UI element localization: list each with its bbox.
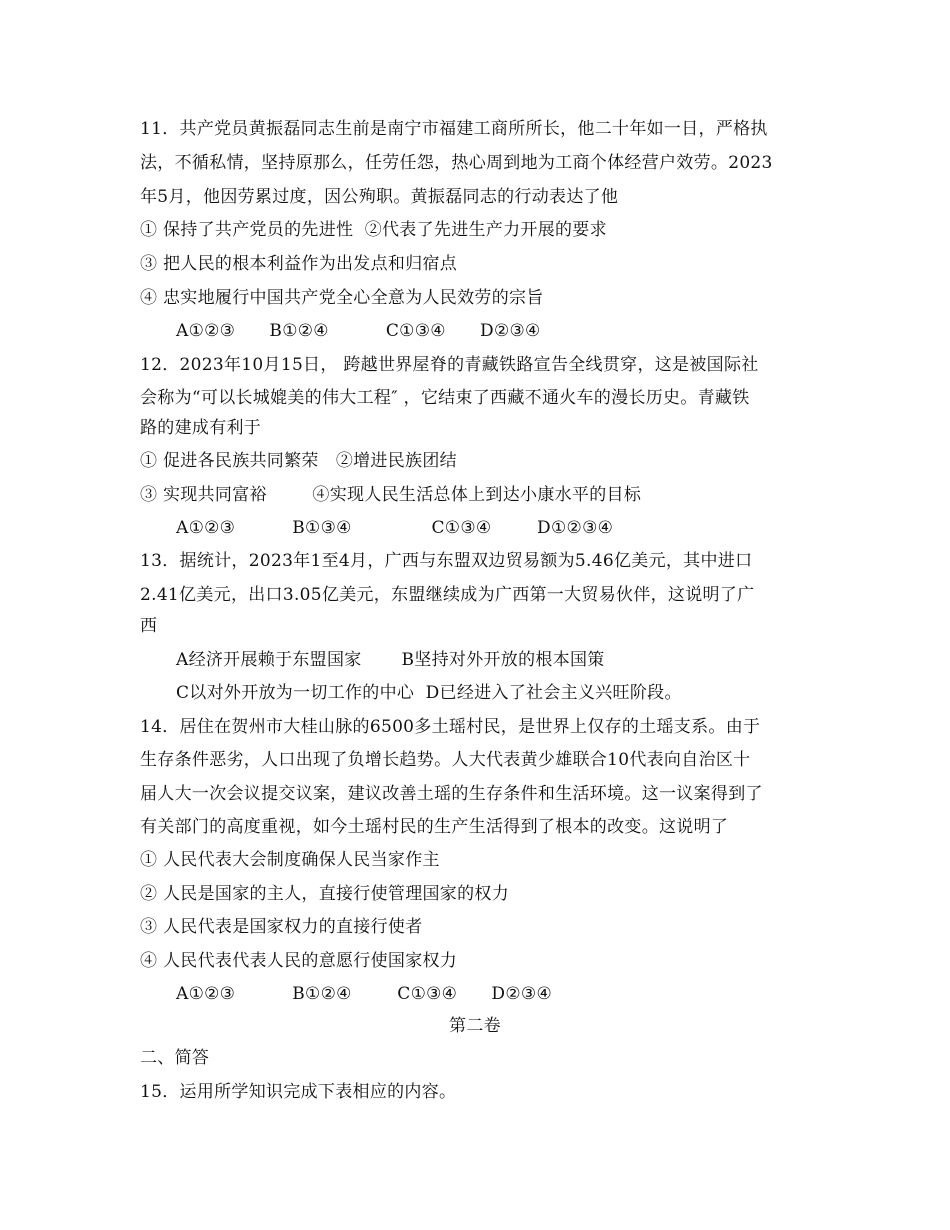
section-title: 第二卷 bbox=[449, 1016, 501, 1036]
q14-stem-line-2: 生存条件恶劣，人口出现了负增长趋势。人大代表黄少雄联合10代表向自治区十 bbox=[140, 750, 751, 770]
q14-statement-4: ④ 人民代表代表人民的意愿行使国家权力 bbox=[140, 951, 458, 971]
q12-stem-line-3: 路的建成有利于 bbox=[140, 418, 262, 438]
q13-stem-line-1: 13．据统计，2023年1至4月，广西与东盟双边贸易额为5.46亿美元，其中进口 bbox=[140, 551, 753, 571]
q11-statement-1: ① 保持了共产党员的先进性 ②代表了先进生产力开展的要求 bbox=[140, 220, 607, 240]
q11-stem-line-3: 年5月，他因劳累过度，因公殉职。黄振磊同志的行动表达了他 bbox=[140, 187, 619, 207]
q15-stem: 15．运用所学知识完成下表相应的内容。 bbox=[140, 1082, 457, 1102]
q12-statement-2: ③ 实现共同富裕 ④实现人民生活总体上到达小康水平的目标 bbox=[140, 485, 642, 505]
part-heading: 二、简答 bbox=[140, 1048, 210, 1068]
q11-stem-line-1: 11．共产党员黄振磊同志生前是南宁市福建工商所所长，他二十年如一日，严格执 bbox=[140, 119, 768, 139]
q11-statement-3: ④ 忠实地履行中国共产党全心全意为人民效劳的宗旨 bbox=[140, 288, 544, 308]
q12-stem-line-2: 会称为“可以长城媲美的伟大工程″ ，它结束了西藏不通火车的漫长历史。青藏铁 bbox=[140, 388, 750, 408]
q14-stem-line-3: 届人大一次会议提交议案，建议改善土瑶的生存条件和生活环境。这一议案得到了 bbox=[140, 784, 763, 804]
q12-options: A①②③ B①③④ C①③④ D①②③④ bbox=[176, 518, 614, 538]
q13-stem-line-3: 西 bbox=[140, 616, 158, 636]
q14-options: A①②③ B①②④ C①③④ D②③④ bbox=[176, 984, 552, 1004]
q14-stem-line-4: 有关部门的高度重视，如今土瑶村民的生产生活得到了根本的改变。这说明了 bbox=[140, 817, 729, 837]
q12-statement-1: ① 促进各民族共同繁荣 ②增进民族团结 bbox=[140, 451, 457, 471]
q12-stem-line-1: 12．2023年10月15日， 跨越世界屋脊的青藏铁路宣告全线贯穿，这是被国际社 bbox=[140, 355, 759, 375]
q13-options-line-1: A经济开展赖于东盟国家 B坚持对外开放的根本国策 bbox=[176, 650, 605, 670]
q14-statement-2: ② 人民是国家的主人，直接行使管理国家的权力 bbox=[140, 884, 510, 904]
q13-options-line-2: C以对外开放为一切工作的中心 D已经进入了社会主义兴旺阶段。 bbox=[176, 683, 682, 703]
q13-stem-line-2: 2.41亿美元，出口3.05亿美元，东盟继续成为广西第一大贸易伙伴，这说明了广 bbox=[140, 585, 755, 605]
q11-stem-line-2: 法，不循私情，坚持原那么，任劳任怨，热心周到地为工商个体经营户效劳。2023 bbox=[140, 153, 773, 173]
q14-statement-1: ① 人民代表大会制度确保人民当家作主 bbox=[140, 850, 440, 870]
q14-stem-line-1: 14．居住在贺州市大桂山脉的6500多土瑶村民，是世界上仅存的土瑶支系。由于 bbox=[140, 717, 761, 737]
q11-statement-2: ③ 把人民的根本利益作为出发点和归宿点 bbox=[140, 254, 458, 274]
q14-statement-3: ③ 人民代表是国家权力的直接行使者 bbox=[140, 917, 423, 937]
q11-options: A①②③ B①②④ C①③④ D②③④ bbox=[176, 321, 541, 341]
